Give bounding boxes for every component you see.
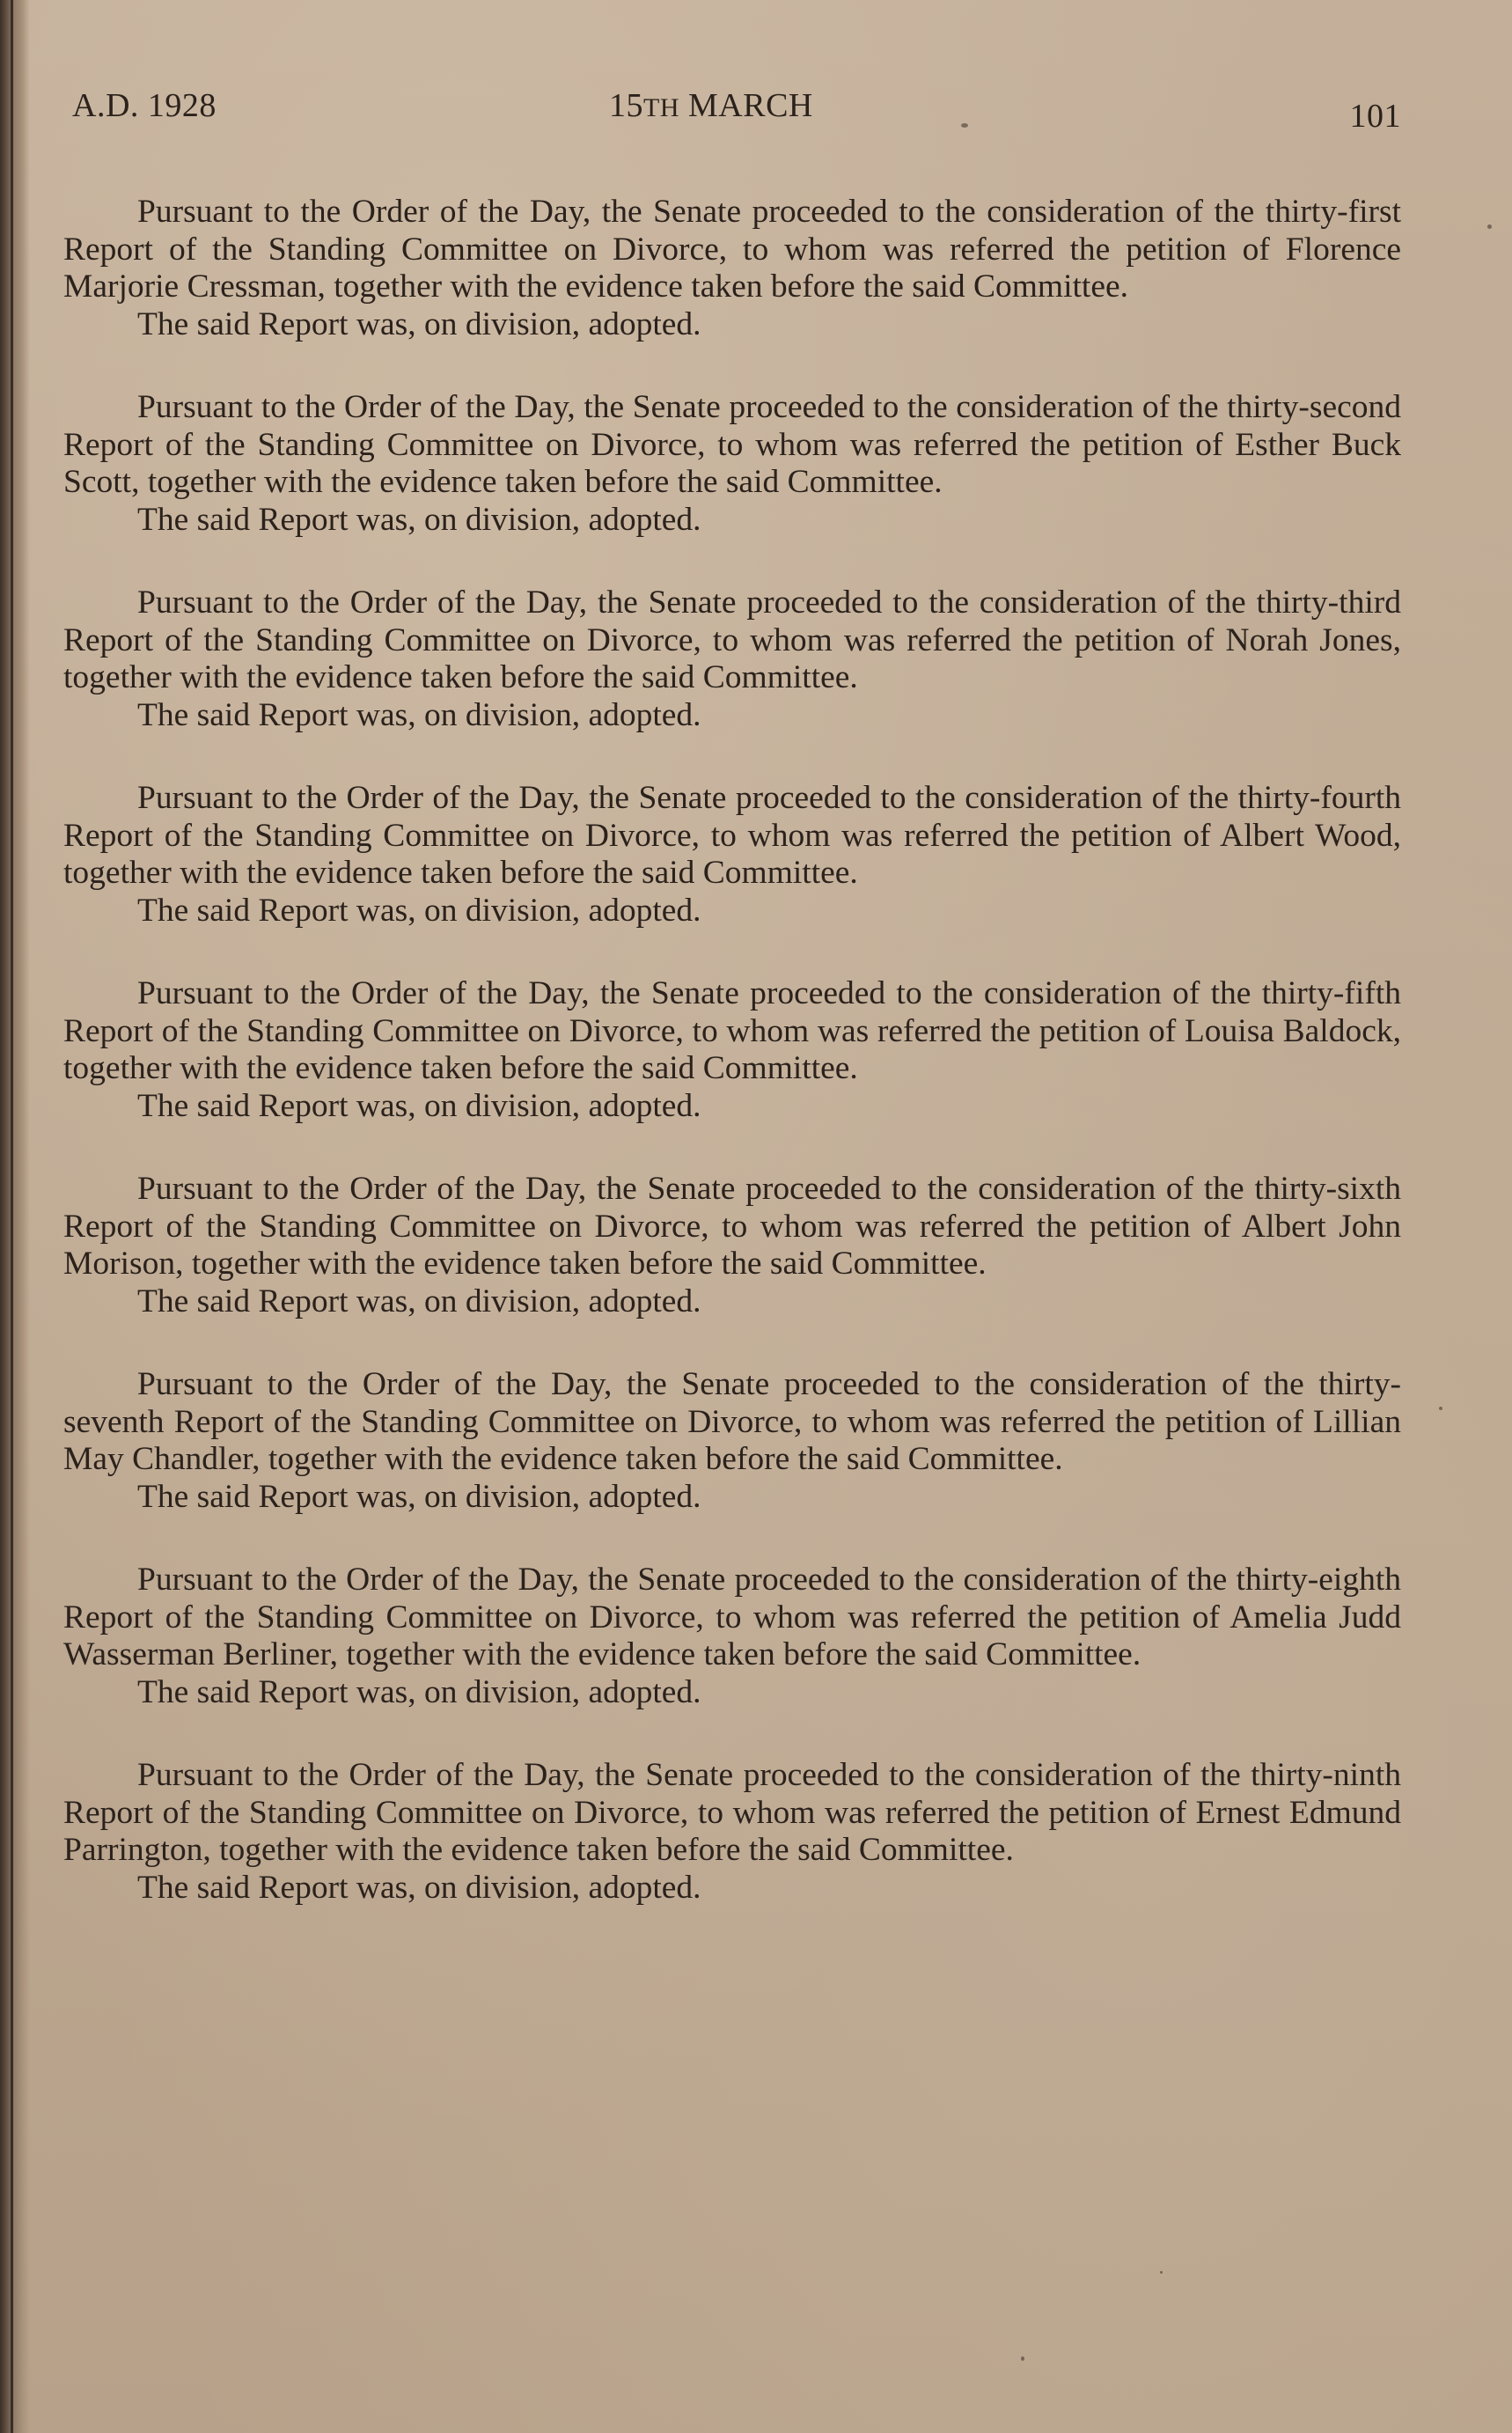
entry-result: The said Report was, on division, adopted.	[137, 1478, 701, 1515]
entry-paragraph: Pursuant to the Order of the Day, the Senate proceeded to the consideration of the thirty-fifth Report of the Standing Committee on Divorce, to whom was referred the petition of Louisa Baldock, together with the evidence taken before the said Committee.	[63, 975, 1401, 1086]
entry-result: The said Report was, on division, adopted.	[137, 696, 701, 733]
entry-paragraph: Pursuant to the Order of the Day, the Senate proceeded to the consideration of the thirty-third Report of the Standing Committee on Divorce, to whom was referred the petition of Norah Jones, together with the evidence taken before the said Committee.	[63, 584, 1401, 695]
paper-speck	[1160, 2271, 1163, 2274]
entry-result: The said Report was, on division, adopted.	[137, 1087, 701, 1124]
journal-entries	[63, 194, 1401, 1952]
journal-entry	[63, 1171, 1401, 1320]
book-binding	[0, 0, 30, 2433]
header-date-month: MARCH	[688, 87, 813, 124]
journal-entry	[63, 1562, 1401, 1711]
journal-entry	[63, 975, 1401, 1125]
header-date-day: 15	[609, 87, 643, 124]
entry-paragraph: Pursuant to the Order of the Day, the Senate proceeded to the consideration of the thirty-second Report of the Standing Committee on Divorce, to whom was referred the petition of Esther Buck Scott, together with the evidence taken before the said Committee.	[63, 389, 1401, 500]
paper-speck	[1439, 1407, 1442, 1410]
entry-paragraph: Pursuant to the Order of the Day, the Senate proceeded to the consideration of the thirty-sixth Report of the Standing Committee on Divorce, to whom was referred the petition of Albert John Morison, together with the evidence taken before the said Committee.	[63, 1171, 1401, 1282]
entry-result: The said Report was, on division, adopted.	[137, 501, 701, 538]
journal-entry	[63, 780, 1401, 930]
entry-result: The said Report was, on division, adopted.	[137, 1673, 701, 1710]
journal-entry	[63, 389, 1401, 539]
paper-speck	[1487, 224, 1492, 229]
entry-result: The said Report was, on division, adopted.	[137, 892, 701, 929]
entry-paragraph: Pursuant to the Order of the Day, the Senate proceeded to the consideration of the thirty-seventh Report of the Standing Committee on Divorce, to whom was referred the petition of Lillian May Chandler, together with the evidence taken before the said Committee.	[63, 1366, 1401, 1477]
entry-paragraph: Pursuant to the Order of the Day, the Senate proceeded to the consideration of the thirty-first Report of the Standing Committee on Divorce, to whom was referred the petition of Florence Marjorie Cressman, together with the evidence taken before the said Committee.	[63, 194, 1401, 305]
entry-paragraph: Pursuant to the Order of the Day, the Senate proceeded to the consideration of the thirty-eighth Report of the Standing Committee on Divorce, to whom was referred the petition of Amelia Judd Wasserman Berliner, together with the evidence taken before the said Committee.	[63, 1562, 1401, 1672]
paper-speck	[961, 123, 968, 128]
entry-result: The said Report was, on division, adopted.	[137, 305, 701, 342]
header-date	[609, 86, 813, 125]
paper-speck	[1021, 2356, 1024, 2361]
header-date-suffix: TH	[643, 93, 679, 122]
page-number: 101	[1349, 98, 1401, 135]
journal-entry	[63, 1366, 1401, 1516]
entry-paragraph: Pursuant to the Order of the Day, the Senate proceeded to the consideration of the thirty-ninth Report of the Standing Committee on Divorce, to whom was referred the petition of Ernest Edmund Parrington, together with the evidence taken before the said Committee.	[63, 1757, 1401, 1868]
running-header	[72, 86, 1401, 139]
header-year: A.D. 1928	[72, 87, 217, 124]
journal-entry	[63, 584, 1401, 734]
binding-edge-line	[11, 0, 13, 2433]
journal-entry	[63, 194, 1401, 343]
entry-result: The said Report was, on division, adopted.	[137, 1869, 701, 1906]
journal-entry	[63, 1757, 1401, 1907]
entry-paragraph: Pursuant to the Order of the Day, the Senate proceeded to the consideration of the thirty-fourth Report of the Standing Committee on Divorce, to whom was referred the petition of Albert Wood, together with the evidence taken before the said Committee.	[63, 780, 1401, 891]
entry-result: The said Report was, on division, adopted.	[137, 1283, 701, 1319]
